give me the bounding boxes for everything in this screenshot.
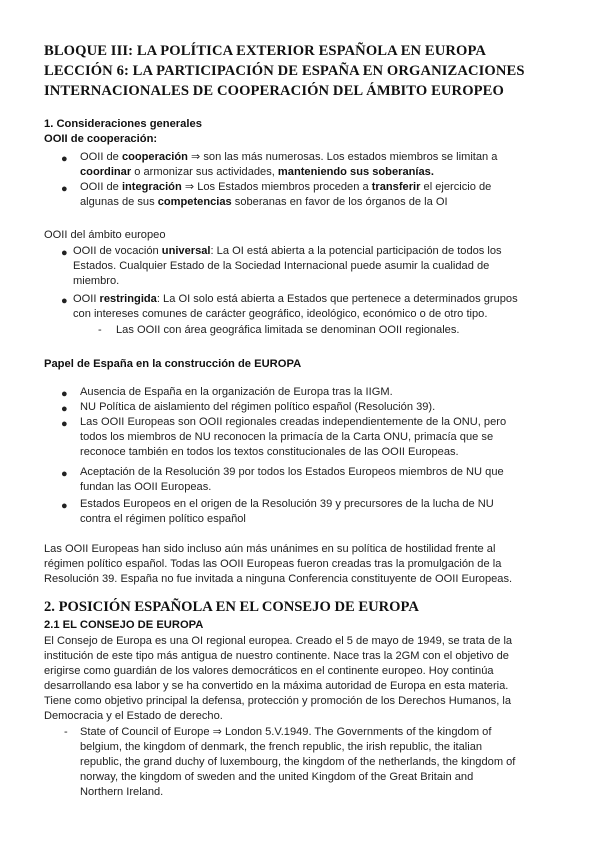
papel-item-3-line-2: todos los miembros de NU reconocen la primacía de la Carta ONU, primacía que se [80,431,494,443]
papel-paragraph-line-2: régimen político español. Todas las OOII Europeas fueron creadas tras la promulgación de la [44,558,502,570]
state-line-1: State of Council of Europe ⇒ London 5.V.1949. The Governments of the kingdom of [80,726,492,738]
state-line-3: republic, the grand duchy of luxembourg, the kingdom of the netherlands, the kingdom of [80,756,516,768]
section-2-1-heading: 2.1 EL CONSEJO DE EUROPA [44,619,204,631]
ambito-bullet-2-line-1: OOII restringida: La OI solo está abierta a Estados que pertenece a determinados grupos [73,293,518,305]
ambito-bullet-1-line-1: OOII de vocación universal: La OI está abierta a la potencial participación de todos los [73,245,502,257]
ambito-sub-item: Las OOII con área geográfica limitada se denominan OOII regionales. [116,324,460,336]
papel-paragraph-line-3: Resolución 39. España no fue invitada a ninguna Conferencia constituyente de OOII Europeas. [44,573,513,585]
ambito-label: OOII del ámbito europeo [44,229,166,241]
papel-item-2: NU Política de aislamiento del régimen político español (Resolución 39). [80,401,436,413]
bullet-icon: ● [61,403,68,415]
consejo-paragraph-line-6: Democracia y el Estado de derecho. [44,710,223,722]
coop-bullet-1-line-2: coordinar o armonizar sus actividades, manteniendo sus soberanías. [80,166,434,178]
consejo-paragraph-line-4: desarrollando esa labor y se ha convertido en la máxima autoridad de Europa en esta materia. [44,680,509,692]
papel-item-3-line-3: reconoce también en todos los textos constitucionales de las OOII Europeas. [80,446,459,458]
bullet-icon: ● [61,388,68,400]
bullet-icon: ● [61,247,68,259]
ambito-bullet-1-line-3: miembro. [73,275,120,287]
dash-icon: - [64,726,68,738]
papel-item-1: Ausencia de España en la organización de Europa tras la IIGM. [80,386,393,398]
block-title: BLOQUE III: LA POLÍTICA EXTERIOR ESPAÑOLA EN EUROPA [44,43,487,59]
coop-bullet-2-line-1: OOII de integración ⇒ Los Estados miembros proceden a transferir el ejercicio de [80,181,492,193]
ambito-bullet-1-line-2: Estados. Cualquier Estado de la Sociedad Internacional puede asumir la cualidad de [73,260,490,272]
bullet-icon: ● [61,500,68,512]
bullet-icon: ● [61,468,68,480]
coop-bullet-2-line-2: algunas de sus competencias soberanas en favor de los órganos de la OI [80,196,448,208]
consejo-paragraph-line-1: El Consejo de Europa es una OI regional europea. Creado el 5 de mayo de 1949, se trata de la [44,635,513,647]
section-2-heading: 2. POSICIÓN ESPAÑOLA EN EL CONSEJO DE EUROPA [44,599,419,615]
papel-item-5-line-1: Estados Europeos en el origen de la Resolución 39 y precursores de la lucha de NU [80,498,494,510]
bullet-icon: ● [61,183,68,195]
lesson-title-line-1: LECCIÓN 6: LA PARTICIPACIÓN DE ESPAÑA EN ORGANIZACIONES [44,63,525,79]
papel-paragraph-line-1: Las OOII Europeas han sido incluso aún más unánimes en su política de hostilidad frente al [44,543,496,555]
consejo-paragraph-line-2: institución de este tipo más antigua de nuestro continente. Nace tras la 2GM con el objetivo de [44,650,509,662]
papel-item-3-line-1: Las OOII Europeas son OOII regionales creadas independientemente de la ONU, pero [80,416,507,428]
papel-item-4-line-2: fundan las OOII Europeas. [80,481,212,493]
coop-subheading: OOII de cooperación: [44,133,158,145]
bullet-icon: ● [61,295,68,307]
consejo-paragraph-line-5: Tiene como objetivo principal la defensa, protección y promoción de los Derechos Humanos, la [44,695,512,707]
ambito-bullet-2-line-2: con intereses comunes de carácter geográfico, ideológico, económico o de otro tipo. [73,308,488,320]
state-line-2: belgium, the kingdom of denmark, the french republic, the irish republic, the italian [80,741,483,753]
papel-heading: Papel de España en la construcción de EUROPA [44,358,302,370]
state-line-4: norway, the kingdom of sweden and the united Kingdom of the Great Britain and [80,771,474,783]
papel-item-5-line-2: contra el régimen político español [80,513,246,525]
bullet-icon: ● [61,418,68,430]
lesson-title-line-2: INTERNACIONALES DE COOPERACIÓN DEL ÁMBITO EUROPEO [44,83,504,99]
coop-bullet-1-line-1: OOII de cooperación ⇒ son las más numerosas. Los estados miembros se limitan a [80,151,498,163]
section-1-heading: 1. Consideraciones generales [44,118,202,130]
state-line-5: Northern Ireland. [80,786,164,798]
bullet-icon: ● [61,153,68,165]
papel-item-4-line-1: Aceptación de la Resolución 39 por todos los Estados Europeos miembros de NU que [80,466,504,478]
consejo-paragraph-line-3: erigirse como guardián de los valores democráticos en el continente europeo. Hoy continúa [44,665,494,677]
dash-icon: - [98,324,102,336]
